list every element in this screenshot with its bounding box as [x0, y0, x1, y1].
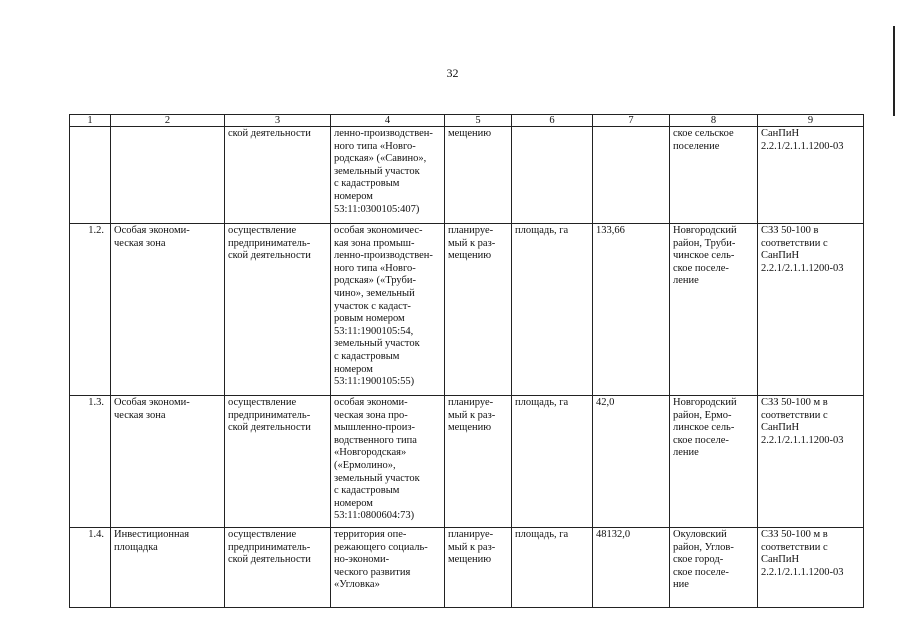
data-table	[69, 114, 864, 608]
table-row	[70, 396, 864, 528]
purpose: осуществление предприниматель- ской деятельности	[225, 224, 331, 396]
table-row	[70, 127, 864, 224]
restriction-zone: СЗЗ 50-100 м в соответствии с СанПиН 2.2.1/2.1.1.1200-03	[758, 396, 864, 528]
characteristic	[512, 127, 593, 224]
value: 133,66	[593, 224, 670, 396]
characteristic: площадь, га	[512, 396, 593, 528]
object-name: особая экономи- ческая зона про- мышленно-произ- водственного типа «Новгородская» («Ермолино», земельный участок с кадастровым номером 53:11:0800604:73)	[331, 396, 445, 528]
status: планируе- мый к раз- мещению	[445, 396, 512, 528]
object-type: Особая экономи- ческая зона	[111, 224, 225, 396]
purpose: осуществление предприниматель- ской деятельности	[225, 528, 331, 608]
column-number: 3	[225, 115, 331, 127]
object-type	[111, 127, 225, 224]
purpose: осуществление предприниматель- ской деятельности	[225, 396, 331, 528]
row-number: 1.3.	[70, 396, 111, 528]
table-row	[70, 528, 864, 608]
restriction-zone: СанПиН 2.2.1/2.1.1.1200-03	[758, 127, 864, 224]
value: 48132,0	[593, 528, 670, 608]
object-type: Инвестиционная площадка	[111, 528, 225, 608]
location: ское сельское поселение	[670, 127, 758, 224]
column-number: 4	[331, 115, 445, 127]
characteristic: площадь, га	[512, 528, 593, 608]
restriction-zone: СЗЗ 50-100 м в соответствии с СанПиН 2.2.1/2.1.1.1200-03	[758, 528, 864, 608]
column-number: 8	[670, 115, 758, 127]
characteristic: площадь, га	[512, 224, 593, 396]
column-number: 5	[445, 115, 512, 127]
purpose: ской деятельности	[225, 127, 331, 224]
status: мещению	[445, 127, 512, 224]
row-number: 1.2.	[70, 224, 111, 396]
row-number: 1.4.	[70, 528, 111, 608]
row-number	[70, 127, 111, 224]
location: Новгородский район, Труби- чинское сель- ское поселе- ление	[670, 224, 758, 396]
column-number: 9	[758, 115, 864, 127]
object-name: особая экономичес- кая зона промыш- ленно-производствен- ного типа «Новго- родская» («Труби- чино», земельный участок с кадаст- ровым номером 53:11:1900105:54, земельный участок с кадастровым номером 53:11:1900105:55)	[331, 224, 445, 396]
value	[593, 127, 670, 224]
location: Окуловский район, Углов- ское город- ское поселе- ние	[670, 528, 758, 608]
restriction-zone: СЗЗ 50-100 в соответствии с СанПиН 2.2.1/2.1.1.1200-03	[758, 224, 864, 396]
status: планируе- мый к раз- мещению	[445, 528, 512, 608]
column-number: 7	[593, 115, 670, 127]
scan-edge-line	[893, 26, 895, 116]
column-number-row	[70, 115, 864, 127]
status: планируе- мый к раз- мещению	[445, 224, 512, 396]
column-number: 6	[512, 115, 593, 127]
object-name: ленно-производствен- ного типа «Новго- родская» («Савино», земельный участок с кадастровым номером 53:11:0300105:407)	[331, 127, 445, 224]
object-type: Особая экономи- ческая зона	[111, 396, 225, 528]
object-name: территория опе- режающего социаль- но-экономи- ческого развития «Угловка»	[331, 528, 445, 608]
value: 42,0	[593, 396, 670, 528]
location: Новгородский район, Ермо- линское сель- ское поселе- ление	[670, 396, 758, 528]
column-number: 2	[111, 115, 225, 127]
page-number: 32	[446, 66, 459, 80]
table-row	[70, 224, 864, 396]
column-number: 1	[70, 115, 111, 127]
